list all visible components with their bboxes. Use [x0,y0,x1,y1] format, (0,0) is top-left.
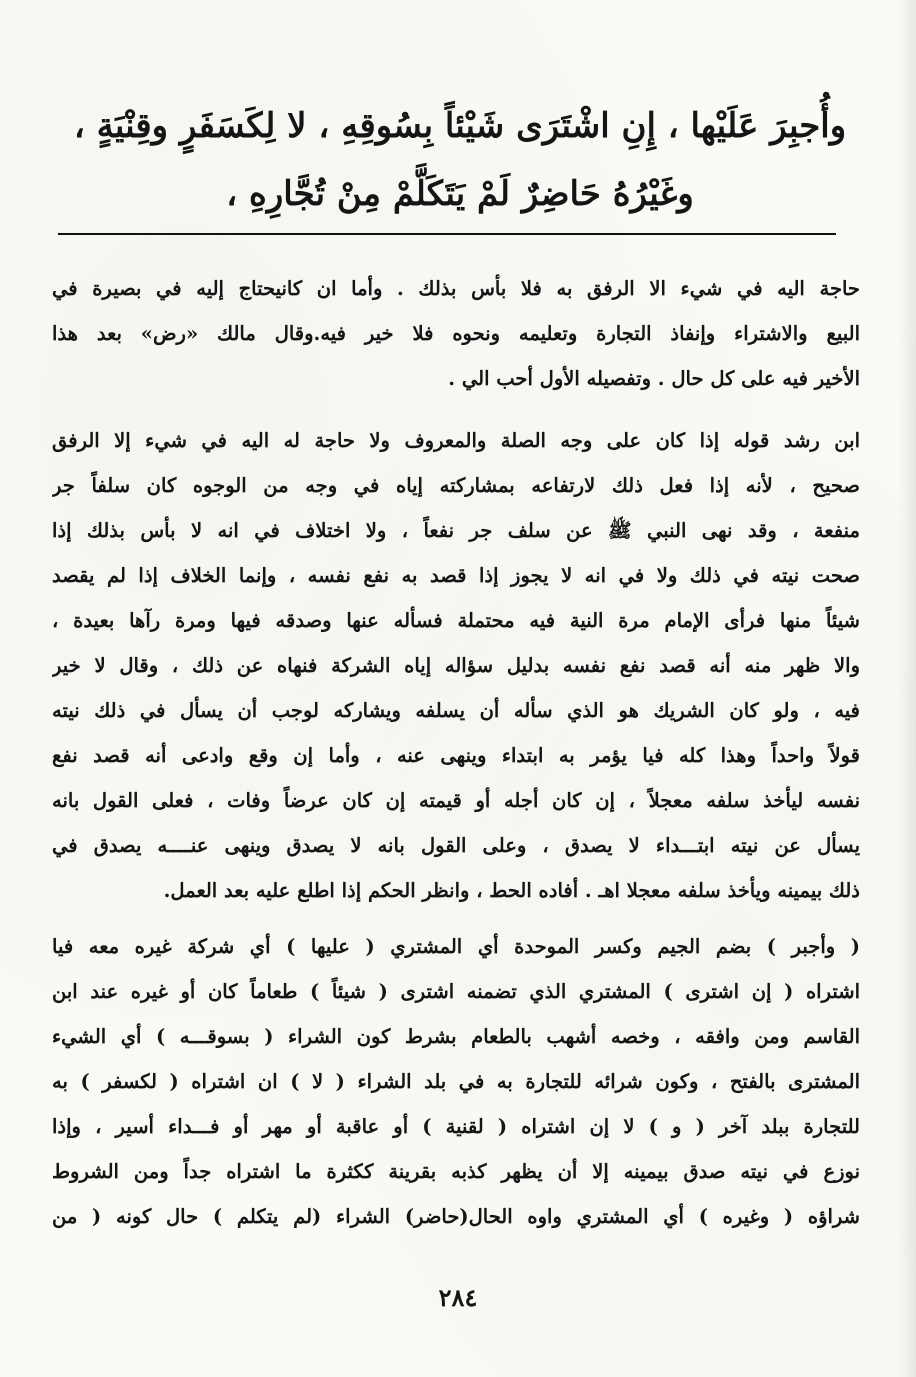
matn-line-2: وغَيْرُهُ حَاضِرٌ لَمْ يَتَكَلَّمْ مِنْ تُجَّارِهِ ، [226,174,694,214]
page-edge-shadow [898,0,916,1377]
text-line: والا ظهر منه أنه قصد نفع نفسه بدليل سؤاله إياه الشركة فنهاه عن ذلك ، وقال لا خير [52,654,860,677]
text-line: قولاً واحداً وهذا كله فيا يؤمر به ابتداء وينهى عنه ، وأما إن وقع وادعى أنه قصد نفع [52,744,860,767]
page-number: ٢٨٤ [438,1283,478,1312]
text-line: ذلك بيمينه ويأخذ سلفه معجلا اهـ . أفاده الحط ، وانظر الحكم إذا اطلع عليه بعد العمل. [163,879,860,902]
text-line: شراؤه ( وغيره ) أي المشتري واوه الحال(حاضر) الشراء (لم يتكلم ) حال كونه ( من [52,1205,860,1228]
matn-line-1: وأُجبِرَ عَلَيْها ، إِنِ اشْتَرَى شَيْئاً بِسُوقِهِ ، لا لِكَسَفَرٍ وقِنْيَةٍ ، [73,106,847,146]
commentary-paragraph-1 [52,266,860,401]
text-line: القاسم ومن وافقه ، وخصه أشهب بالطعام بشرط كون الشراء ( بسوقـــه ) أي الشيء [52,1025,860,1048]
text-line: نفسه ليأخذ سلفه معجلاً ، إن كان أجله أو قيمته إن كان عرضاً وفات ، فعلى القول بانه [52,789,860,812]
text-line: يسأل عن نيته ابتـــداء لا يصدق ، وعلى القول بانه لا يصدق وينهى عنــــه يصدق في [52,834,860,857]
commentary-paragraph-3 [52,924,860,1239]
section-divider [58,233,836,235]
text-line: فيه ، ولو كان الشريك هو الذي سأله أن يسلفه ويشاركه لوجب أن يسأل في ذلك نيته [52,699,860,722]
text-line: للتجارة ببلد آخر ( و ) لا إن اشتراه ( لقنية ) أو عاقبة أو مهر أو فـــداء أسير ، وإذا [52,1115,860,1138]
text-line: ابن رشد قوله إذا كان على وجه الصلة والمعروف ولا حاجة له اليه في شيء إلا الرفق [52,429,860,452]
text-line: نوزع في نيته صدق بيمينه إلا أن يظهر كذبه بقرينة ككثرة ما اشتراه جداً ومن الشروط [52,1160,860,1183]
text-line: ( وأجبر ) بضم الجيم وكسر الموحدة أي المشتري ( عليها ) أي شركة غيره معه فيا [52,935,860,958]
text-line: شيئاً منها فرأى الإمام مرة النية فيه محتملة فسأله عنها وصدقه فيها ومرة رآها بعيدة ، [52,609,860,632]
text-line: اشتراه ( إن اشترى ) المشتري الذي تضمنه اشترى ( شيئاً ) طعاماً كان أو غيره عند ابن [52,980,860,1003]
commentary-paragraph-2 [52,418,860,913]
text-line: البيع والاشتراء وإنفاذ التجارة وتعليمه ونحوه فلا خير فيه.وقال مالك «رض» بعد هذا [52,322,860,345]
text-line: الأخير فيه على كل حال . وتفصيله الأول أحب الي . [448,367,860,390]
text-line: منفعة ، وقد نهى النبي ﷺ عن سلف جر نفعاً ، ولا اختلاف في انه لا بأس بذلك إذا [52,519,860,542]
text-line: المشترى بالفتح ، وكون شرائه للتجارة به في بلد الشراء ( لا ) ان اشتراه ( لكسفر ) به [52,1070,860,1093]
text-line: صحيح ، لأنه إذا فعل ذلك لارتفاعه بمشاركته إياه في وجه من الوجوه كان سلفاً جر [52,474,860,497]
text-line: صحت نيته في ذلك ولا في انه لا يجوز إذا قصد به نفع نفسه ، وإنما الخلاف إذا لم يقصد [52,564,860,587]
text-line: حاجة اليه في شيء الا الرفق به فلا بأس بذلك . وأما ان كانيحتاج إليه في بصيرة في [52,277,860,300]
